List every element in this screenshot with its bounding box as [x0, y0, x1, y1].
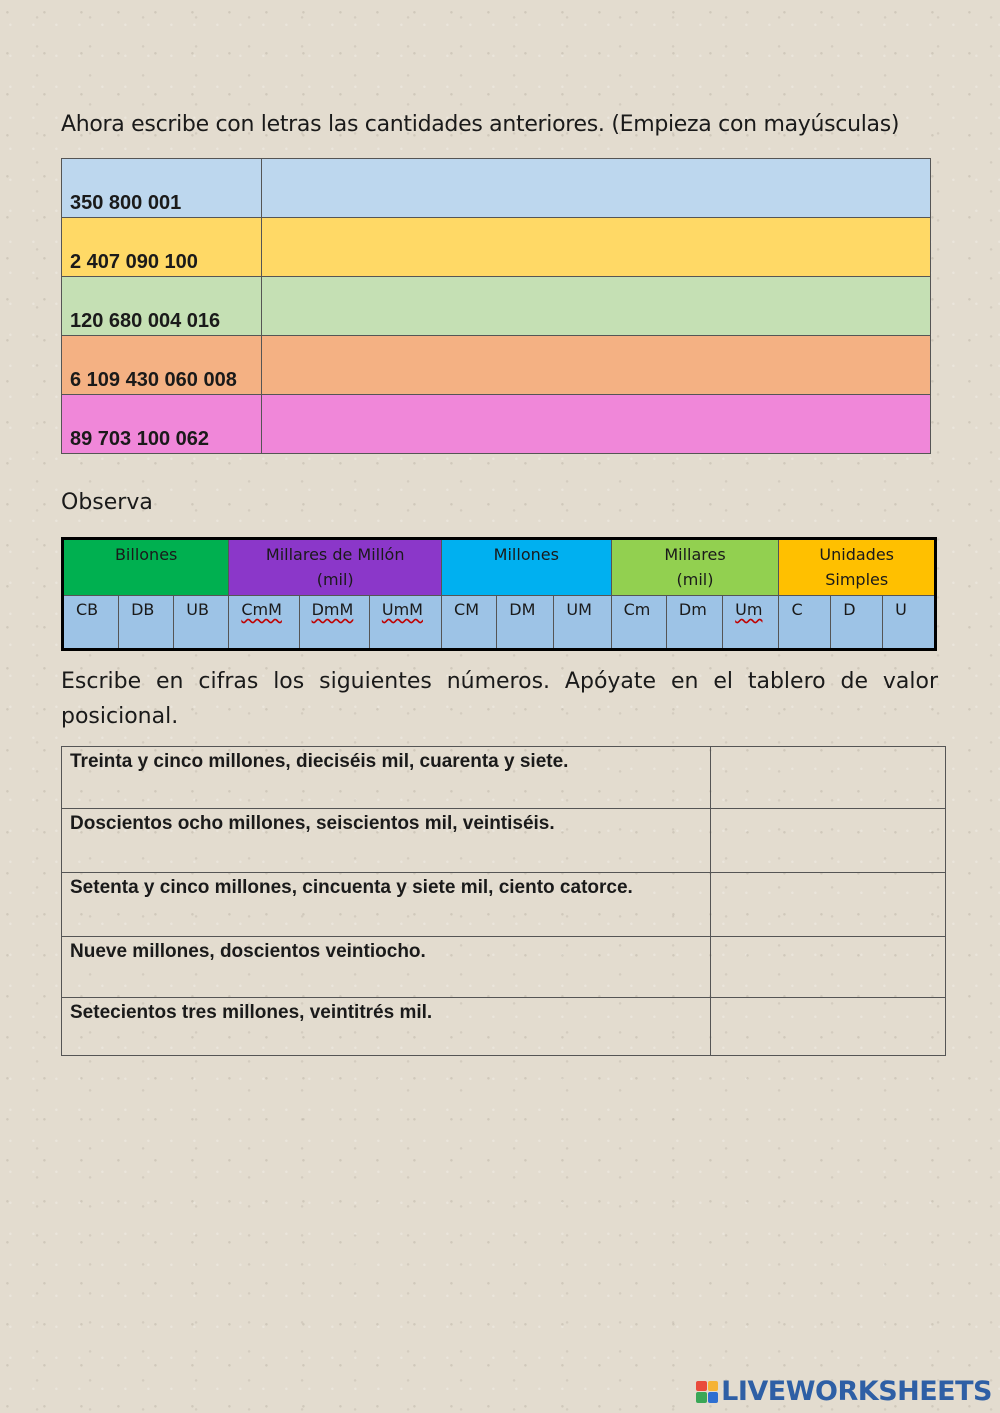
- place-cell: DM: [497, 596, 554, 650]
- group-label: Millares de Millón: [265, 545, 405, 564]
- table-row: [62, 336, 931, 395]
- group-label: Unidades: [819, 545, 895, 564]
- number-cell: 120 680 004 016: [62, 277, 262, 336]
- answer-cell[interactable]: [711, 998, 946, 1056]
- place-cell: U: [883, 596, 936, 650]
- group-millares: [611, 539, 779, 596]
- answer-cell[interactable]: [262, 218, 931, 277]
- table-row: [62, 937, 946, 998]
- liveworksheets-icon: [696, 1381, 718, 1403]
- phrase-cell: Nueve millones, doscientos veintiocho.: [62, 937, 711, 998]
- phrase-cell: Treinta y cinco millones, dieciséis mil, cuarenta y siete.: [62, 747, 711, 809]
- numbers-to-words-table: [61, 158, 931, 454]
- logo-text: LIVEWORKSHEETS: [721, 1376, 992, 1407]
- place-cell: Cm: [611, 596, 666, 650]
- phrase-cell: Setecientos tres millones, veintitrés mil.: [62, 998, 711, 1056]
- group-millares-de-millon: [229, 539, 442, 596]
- place-cell: CM: [442, 596, 497, 650]
- table-row: [62, 218, 931, 277]
- words-to-digits-table: [61, 746, 946, 1056]
- answer-cell[interactable]: [262, 336, 931, 395]
- place-cell: UM: [554, 596, 611, 650]
- group-sublabel: (mil): [316, 570, 354, 589]
- group-sublabel: Simples: [825, 570, 889, 589]
- phrase-cell: Setenta y cinco millones, cincuenta y siete mil, ciento catorce.: [62, 873, 711, 937]
- place-value-table: [61, 537, 937, 651]
- group-unidades-simples: [779, 539, 936, 596]
- table-row: [62, 747, 946, 809]
- number-cell: 2 407 090 100: [62, 218, 262, 277]
- group-header-row: [63, 539, 936, 596]
- table-row: [62, 159, 931, 218]
- group-label: Millones: [493, 545, 559, 564]
- number-cell: 350 800 001: [62, 159, 262, 218]
- place-cell: DB: [119, 596, 174, 650]
- liveworksheets-logo: [696, 1376, 992, 1407]
- place-cell: CB: [63, 596, 119, 650]
- place-cell: UmM: [369, 596, 441, 650]
- group-billones: [63, 539, 229, 596]
- number-cell: 6 109 430 060 008: [62, 336, 262, 395]
- table-row: [62, 809, 946, 873]
- group-sublabel: (mil): [676, 570, 714, 589]
- place-cell: Um: [723, 596, 779, 650]
- place-cell: DmM: [299, 596, 369, 650]
- answer-cell[interactable]: [711, 809, 946, 873]
- observe-label: Observa: [61, 490, 153, 515]
- answer-cell[interactable]: [262, 277, 931, 336]
- answer-cell[interactable]: [711, 937, 946, 998]
- place-cell: D: [831, 596, 883, 650]
- table-row: [62, 277, 931, 336]
- place-cell: UB: [174, 596, 229, 650]
- place-cell: CmM: [229, 596, 299, 650]
- table-row: [62, 395, 931, 454]
- group-label: Millares: [664, 545, 726, 564]
- instruction-words: Ahora escribe con letras las cantidades anteriores. (Empieza con mayúsculas): [61, 112, 900, 137]
- table-row: [62, 998, 946, 1056]
- place-cell: Dm: [666, 596, 722, 650]
- place-cell: C: [779, 596, 831, 650]
- phrase-cell: Doscientos ocho millones, seiscientos mil, veintiséis.: [62, 809, 711, 873]
- instruction-digits: Escribe en cifras los siguientes números. Apóyate en el tablero de valor posicional.: [61, 669, 938, 729]
- answer-cell[interactable]: [262, 395, 931, 454]
- answer-cell[interactable]: [711, 747, 946, 809]
- table-row: [62, 873, 946, 937]
- answer-cell[interactable]: [262, 159, 931, 218]
- group-millones: [442, 539, 612, 596]
- place-row: [63, 596, 936, 650]
- answer-cell[interactable]: [711, 873, 946, 937]
- group-label: Billones: [114, 545, 178, 564]
- number-cell: 89 703 100 062: [62, 395, 262, 454]
